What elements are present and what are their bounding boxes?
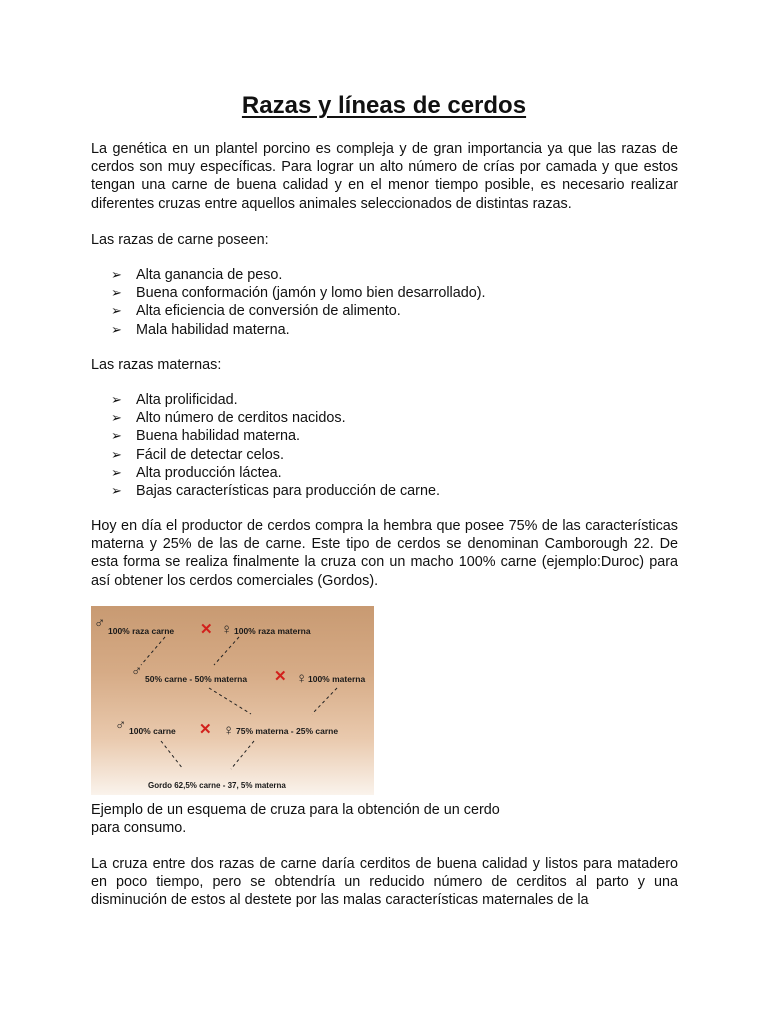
diagram-caption-line-1: Ejemplo de un esquema de cruza para la obtención de un cerdo xyxy=(91,802,500,818)
female-icon: ♀ xyxy=(296,670,308,687)
female-1-label: 100% raza materna xyxy=(234,626,311,636)
list-item: ➢ Bajas características para producción de carne. xyxy=(111,482,440,500)
line-offspring2-to-final xyxy=(231,741,254,769)
crossbreeding-diagram xyxy=(91,606,374,795)
final-offspring-label: Gordo 62,5% carne - 37, 5% materna xyxy=(148,781,286,790)
cross-icon: ✕ xyxy=(200,621,213,638)
page-title: Razas y líneas de cerdos xyxy=(241,92,527,119)
cross-icon: ✕ xyxy=(199,721,212,738)
list-item: ➢ Alta prolificidad. xyxy=(111,391,440,409)
male-2-label: 100% carne xyxy=(129,726,176,736)
female-icon: ♀ xyxy=(223,722,235,739)
meat-breeds-list xyxy=(111,266,486,339)
list-item: ➢ Mala habilidad materna. xyxy=(111,321,486,339)
female-icon: ♀ xyxy=(221,621,233,638)
list-item: ➢ Buena conformación (jamón y lomo bien desarrollado). xyxy=(111,284,486,302)
male-1-label: 100% raza carne xyxy=(108,626,175,636)
line-male1-to-offspring1 xyxy=(141,637,165,665)
line-female1-to-offspring1 xyxy=(214,637,239,665)
offspring-2-label: 75% materna - 25% carne xyxy=(236,726,339,736)
list-item: ➢ Alta eficiencia de conversión de alimento. xyxy=(111,302,486,320)
offspring-1-label: 50% carne - 50% materna xyxy=(145,674,248,684)
female-2-label: 100% materna xyxy=(308,674,366,684)
male-icon: ♂ xyxy=(94,615,106,632)
meat-breeds-heading: Las razas de carne poseen: xyxy=(91,232,269,248)
intro-paragraph: La genética en un plantel porcino es compleja y de gran importancia ya que las razas de cerdos son muy específicas. Para lograr un alto número de crías por camada y que estos tengan una carne de buena calidad y en el menor tiempo posible, es necesario realizar diferentes cruzas entre aquellos animales seleccionados de distintas razas. xyxy=(91,141,678,212)
male-icon: ♂ xyxy=(115,717,127,734)
list-item: ➢ Alta producción láctea. xyxy=(111,464,440,482)
maternal-breeds-list xyxy=(111,391,440,500)
male-icon: ♂ xyxy=(131,663,143,680)
list-item: ➢ Fácil de detectar celos. xyxy=(111,446,440,464)
cross-icon: ✕ xyxy=(274,668,287,685)
closing-paragraph: La cruza entre dos razas de carne daría cerditos de buena calidad y listos para matadero en poco tiempo, pero se obtendría un reducido número de cerditos al parto y una disminución de estos al destete por las malas características maternales de la xyxy=(91,856,678,909)
list-item: ➢ Alta ganancia de peso. xyxy=(111,266,486,284)
diagram-caption-line-2: para consumo. xyxy=(91,820,187,836)
list-item: ➢ Buena habilidad materna. xyxy=(111,427,440,445)
today-paragraph: Hoy en día el productor de cerdos compra la hembra que posee 75% de las características materna y 25% de las de carne. Este tipo de cerdos se denominan Camborough 22. De esta forma se realiza finalmente la cruza con un macho 100% carne (ejemplo:Duroc) para así obtener los cerdos comerciales (Gordos). xyxy=(91,518,678,589)
line-female2-to-offspring2 xyxy=(312,688,337,714)
line-male2-to-final xyxy=(161,741,183,769)
maternal-breeds-heading: Las razas maternas: xyxy=(91,357,222,373)
list-item: ➢ Alto número de cerditos nacidos. xyxy=(111,409,440,427)
line-offspring1-to-offspring2 xyxy=(209,688,251,714)
